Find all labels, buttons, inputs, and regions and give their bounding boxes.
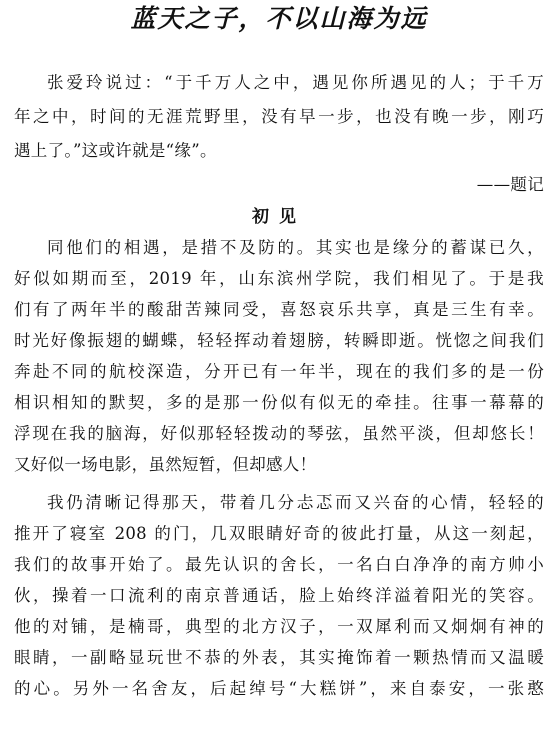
body-line: 我们的故事开始了。最先认识的舍长，一名白白净净的南方帅小 — [14, 555, 544, 574]
body-line: 同他们的相遇，是措不及防的。其实也是缘分的蓄谋已久， — [47, 238, 544, 257]
body-line: 推开了寝室 208 的门，几双眼睛好奇的彼此打量，从这一刻起， — [14, 524, 544, 543]
section-heading: 初见 — [252, 207, 306, 227]
body-line: 相识相知的默契，多的是那一份似有似无的牵挂。往事一幕幕的 — [14, 393, 544, 412]
epigraph-line: 年之中，时间的无涯荒野里，没有早一步，也没有晚一步，刚巧 — [14, 107, 544, 126]
body-line: 他的对铺，是楠哥，典型的北方汉子，一双犀利而又炯炯有神的 — [14, 617, 544, 636]
body-line: 伙，操着一口流利的南京普通话，脸上始终洋溢着阳光的笑容。 — [14, 586, 544, 605]
body-line: 又好似一场电影，虽然短暂，但却感人！ — [14, 455, 317, 474]
epigraph-line: 张爱玲说过：“于千万人之中，遇见你所遇见的人；于千万 — [47, 73, 544, 92]
epigraph-line: 遇上了。”这或许就是“缘”。 — [14, 141, 217, 160]
body-line: 好似如期而至，2019 年，山东滨州学院，我们相见了。于是我 — [14, 269, 544, 288]
body-line: 奔赴不同的航校深造，分开已有一年半，现在的我们多的是一份 — [14, 362, 544, 381]
body-line: 的心。另外一名舍友，后起绰号“大糕饼”，来自泰安，一张憨 — [14, 679, 544, 698]
body-line: 们有了两年半的酸甜苦辣同受，喜怒哀乐共享，真是三生有幸。 — [14, 300, 544, 319]
body-line: 我仍清晰记得那天，带着几分忐忑而又兴奋的心情，轻轻的 — [47, 493, 544, 512]
document-title: 蓝天之子，不以山海为远 — [130, 4, 428, 33]
body-line: 时光好像振翅的蝴蝶，轻轻挥动着翅膀，转瞬即逝。恍惚之间我们 — [14, 331, 544, 350]
body-line: 浮现在我的脑海，好似那轻轻拨动的琴弦，虽然平淡，但却悠长！ — [14, 424, 544, 443]
epigraph-attribution: ——题记 — [476, 175, 544, 194]
body-line: 眼睛，一副略显玩世不恭的外表，其实掩饰着一颗热情而又温暖 — [14, 648, 544, 667]
